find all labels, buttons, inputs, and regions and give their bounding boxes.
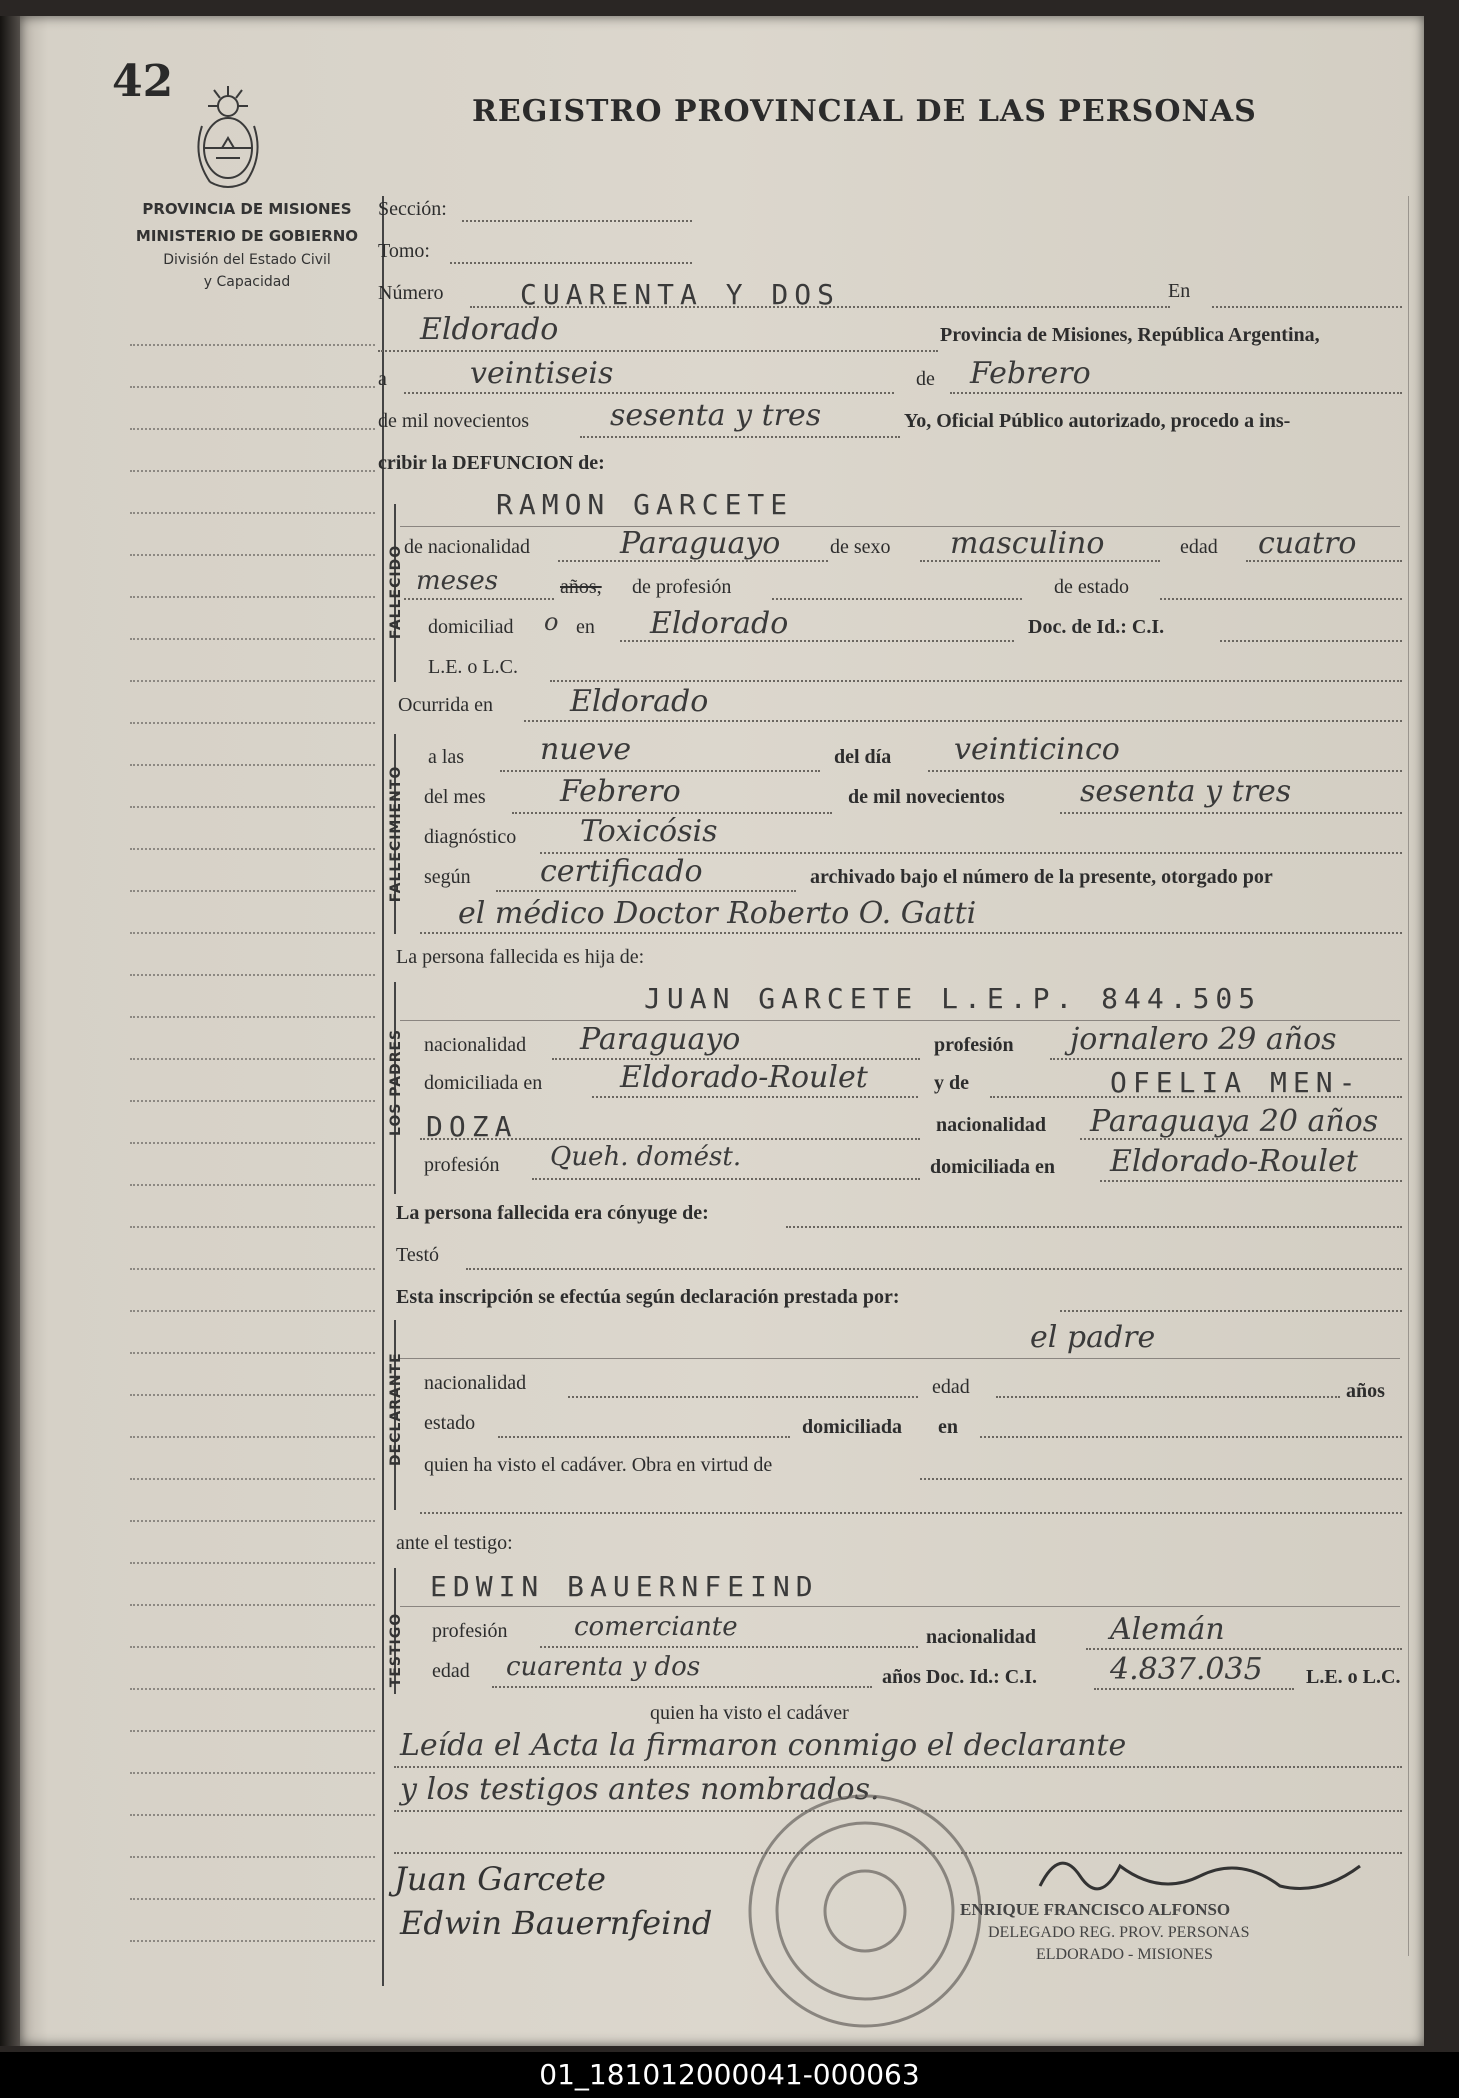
value-mes-fallec: Febrero — [560, 774, 681, 809]
label-quien-visto: quien ha visto el cadáver. Obra en virtud de — [424, 1454, 773, 1476]
label-persona-hija: La persona fallecida es hija de: — [396, 946, 645, 968]
value-dia: veintiseis — [470, 356, 614, 391]
label-nacionalidad-testigo: nacionalidad — [926, 1626, 1037, 1648]
institution-block — [106, 196, 388, 296]
coat-of-arms-icon — [188, 86, 268, 200]
label-domiciliada-padre: domiciliada en — [424, 1072, 543, 1094]
label-segun: según — [424, 866, 471, 888]
label-en: En — [1168, 280, 1191, 302]
oficial-lugar: ELDORADO - MISIONES — [1036, 1946, 1213, 1963]
value-madre-nac: Paraguaya 20 años — [1090, 1104, 1379, 1139]
label-del-mes: del mes — [424, 786, 486, 808]
side-label-testigo: TESTIGO — [388, 1612, 404, 1688]
side-label-fallecido: FALLECIDO — [388, 544, 404, 640]
label-de-estado: de estado — [1054, 576, 1129, 598]
oficial-name: ENRIQUE FRANCISCO ALFONSO — [960, 1900, 1231, 1919]
page-title: REGISTRO PROVINCIAL DE LAS PERSONAS — [472, 94, 1257, 129]
value-edad: cuatro — [1258, 526, 1357, 561]
label-profesion-padre: profesión — [934, 1034, 1014, 1056]
label-numero: Número — [378, 282, 444, 304]
label-edad-decl: edad — [932, 1376, 970, 1398]
value-numero: CUARENTA Y DOS — [520, 278, 841, 311]
value-madre-prof: Queh. domést. — [550, 1142, 742, 1172]
label-inscripcion: Esta inscripción se efectúa según declaración prestada por: — [396, 1286, 900, 1308]
label-de-sexo: de sexo — [830, 536, 891, 558]
value-declarante: el padre — [1030, 1320, 1156, 1355]
label-profesion-madre: profesión — [424, 1154, 500, 1176]
value-hora: nueve — [540, 732, 632, 767]
institution-capacity: y Capacidad — [203, 274, 291, 290]
label-le-lc: L.E. o L.C. — [428, 656, 518, 678]
book-binding — [0, 16, 22, 2046]
label-doc-id: Doc. de Id.: C.I. — [1028, 616, 1165, 638]
value-domicilio: Eldorado — [650, 606, 789, 641]
label-diagnostico: diagnóstico — [424, 826, 517, 848]
label-de-mil: de mil novecientos — [378, 410, 530, 432]
value-padre-prof: jornalero 29 años — [1070, 1022, 1337, 1057]
value-madre: OFELIA MEN- — [1110, 1066, 1362, 1099]
value-nota1: Leída el Acta la firmaron conmigo el declarante — [400, 1728, 1127, 1763]
institution-division: División del Estado Civil — [163, 252, 331, 268]
label-en-decl: en — [938, 1416, 958, 1438]
value-madre2: DOZA — [426, 1110, 518, 1143]
label-nacionalidad-madre: nacionalidad — [936, 1114, 1047, 1136]
value-testigo-ci: 4.837.035 — [1110, 1652, 1263, 1687]
label-nacionalidad-padre: nacionalidad — [424, 1034, 527, 1056]
value-padre: JUAN GARCETE L.E.P. 844.505 — [644, 982, 1262, 1015]
value-dia-fallec: veinticinco — [954, 732, 1120, 767]
label-del-dia: del día — [834, 746, 892, 768]
label-testo: Testó — [396, 1244, 440, 1266]
value-medico: el médico Doctor Roberto O. Gatti — [458, 896, 977, 931]
label-a: a — [378, 368, 387, 390]
label-le-lc-testigo: L.E. o L.C. — [1306, 1666, 1401, 1688]
value-testigo-nac: Alemán — [1110, 1612, 1225, 1647]
value-testigo-edad: cuarenta y dos — [506, 1652, 701, 1682]
value-mes: Febrero — [970, 356, 1091, 391]
label-edad-testigo: edad — [432, 1660, 470, 1682]
side-label-padres: LOS PADRES — [388, 1028, 404, 1136]
value-ciudad: Eldorado — [420, 312, 559, 347]
label-y-de: y de — [934, 1072, 969, 1094]
label-tomo: Tomo: — [378, 240, 430, 262]
label-domiciliad: domiciliad — [428, 616, 514, 638]
label-seccion: Sección: — [378, 198, 447, 220]
value-segun: certificado — [540, 854, 703, 889]
value-padre-nac: Paraguayo — [580, 1022, 741, 1057]
label-archivado: archivado bajo el número de la presente, otorgado por — [810, 866, 1273, 888]
value-ocurrida: Eldorado — [570, 684, 709, 719]
institution-ministry: MINISTERIO DE GOBIERNO — [135, 227, 359, 245]
label-a-las: a las — [428, 746, 465, 768]
label-anos-doc: años Doc. Id.: C.I. — [882, 1666, 1038, 1688]
label-de-nacionalidad: de nacionalidad — [404, 536, 531, 558]
value-anio-fallec: sesenta y tres — [1080, 774, 1292, 809]
label-domiciliada-madre: domiciliada en — [930, 1156, 1056, 1178]
label-profesion-testigo: profesión — [432, 1620, 508, 1642]
side-label-declarante: DECLARANTE — [388, 1352, 404, 1466]
label-yo-oficial: Yo, Oficial Público autorizado, procedo a ins- — [904, 410, 1291, 432]
label-estado-decl: estado — [424, 1412, 476, 1434]
institution-province: PROVINCIA DE MISIONES — [142, 200, 352, 218]
label-en-domicilio: en — [576, 616, 595, 638]
label-quien-visto2: quien ha visto el cadáver — [650, 1702, 849, 1724]
official-seal-stamp — [740, 1786, 990, 2040]
label-anos-decl: años — [1346, 1380, 1385, 1402]
oficial-cargo: DELEGADO REG. PROV. PERSONAS — [988, 1924, 1250, 1941]
label-ante-testigo: ante el testigo: — [396, 1532, 513, 1554]
label-provincia: Provincia de Misiones, República Argentina, — [940, 324, 1320, 346]
value-anio: sesenta y tres — [610, 398, 822, 433]
value-nombre: RAMON GARCETE — [496, 488, 794, 521]
value-domicilio-o: o — [544, 608, 559, 636]
signature-declarante: Juan Garcete — [394, 1860, 606, 1898]
footer-bar — [0, 2052, 1459, 2098]
value-padre-dom: Eldorado-Roulet — [620, 1060, 868, 1095]
value-sexo: masculino — [950, 526, 1105, 561]
label-domiciliada-decl: domiciliada — [802, 1416, 903, 1438]
document-page — [20, 16, 1424, 2046]
footer-id: 01_181012000041-000063 — [539, 2058, 920, 2091]
value-nacionalidad: Paraguayo — [620, 526, 781, 561]
signature-testigo: Edwin Bauernfeind — [400, 1904, 713, 1942]
page-number: 42 — [112, 56, 174, 107]
label-nacionalidad-decl: nacionalidad — [424, 1372, 527, 1394]
value-madre-dom: Eldorado-Roulet — [1110, 1144, 1358, 1179]
label-de-profesion: de profesión — [632, 576, 732, 598]
label-edad: edad — [1180, 536, 1218, 558]
label-ocurrida: Ocurrida en — [398, 694, 493, 716]
value-nota2: y los testigos antes nombrados. — [400, 1772, 880, 1807]
value-diagnostico: Toxicósis — [580, 814, 718, 849]
label-cribir: cribir la DEFUNCION de: — [378, 452, 605, 474]
value-meses: meses — [416, 566, 499, 596]
right-border — [1408, 196, 1409, 1956]
label-anos-struck: años, — [560, 576, 602, 598]
value-testigo: EDWIN BAUERNFEIND — [430, 1570, 819, 1603]
value-testigo-prof: comerciante — [574, 1612, 738, 1642]
label-de: de — [916, 368, 935, 390]
side-label-fallecimiento: FALLECIMIENTO — [388, 765, 404, 903]
label-de-mil-fallec: de mil novecientos — [848, 786, 1005, 808]
label-conyuge: La persona fallecida era cónyuge de: — [396, 1202, 709, 1224]
